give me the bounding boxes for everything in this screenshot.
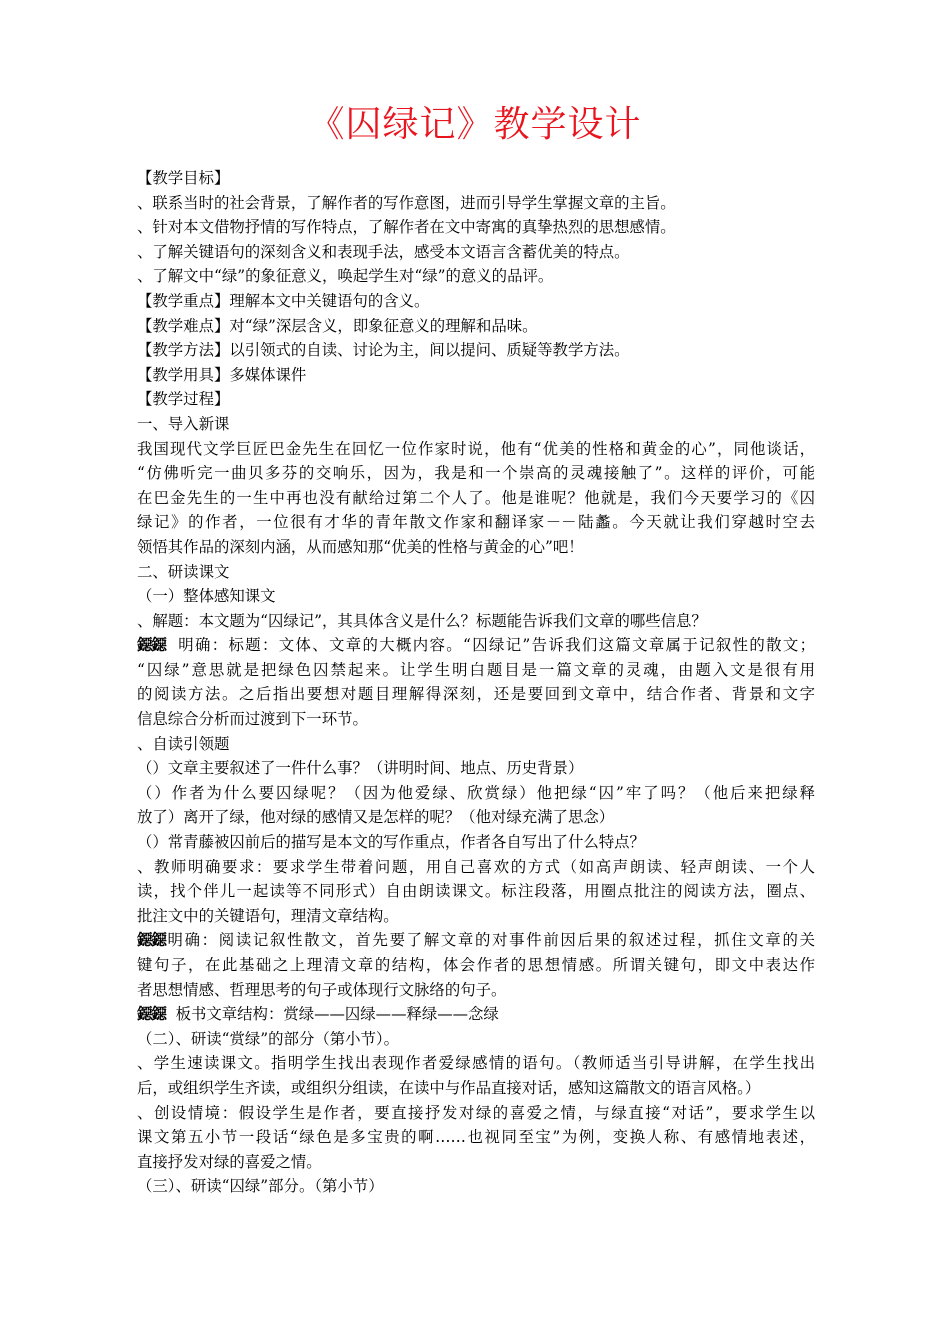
step-heading-study: 二、研读课文 — [137, 562, 230, 581]
objective-item: 、了解关键语句的深刻含义和表现手法，感受本文语言含蓄优美的特点。 — [137, 242, 630, 261]
method-line: 【教学方法】以引领式的自读、讨论为主，间以提问、质疑等教学方法。 — [137, 341, 630, 360]
question-line: 、解题：本文题为“囚绿记”，其具体含义是什么？标题能告诉我们文章的哪些信息？ — [137, 611, 707, 630]
paragraph-line: 、学生速读课文。指明学生找出表现作者爱绿感情的语句。（教师适当引导讲解，在学生找出 — [137, 1054, 815, 1073]
paragraph-line: 读，找个伴儿一起读等不同形式）自由朗读课文。标注段落，用圈点批注的阅读方法，圈点、 — [137, 882, 815, 901]
paragraph-line: 后，或组织学生齐读，或组织分组读，在读中与作品直接对话，感知这篇散文的语言风格。） — [137, 1078, 761, 1097]
paragraph-line: “囚绿”意思就是把绿色囚禁起来。让学生明白题目是一篇文章的灵魂，由题入文是很有用 — [137, 660, 815, 679]
paragraph-line — [137, 928, 815, 953]
step-heading-intro: 一、导入新课 — [137, 414, 230, 433]
question-line: （）常青藤被囚前后的描写是本文的写作重点，作者各自写出了什么特点？ — [137, 833, 645, 852]
subsection-heading: （一）整体感知课文 — [137, 587, 276, 606]
paragraph-line: 、教师明确要求：要求学生带着问题，用自己喜欢的方式（如高声朗读、轻声朗读、一个人 — [137, 857, 815, 876]
document-body — [137, 166, 815, 1199]
document-title: 《囚绿记》教学设计 — [308, 104, 642, 145]
paragraph-line: 的阅读方法。之后指出要想对题目理解得深刻，还是要回到文章中，结合作者、背景和文字 — [137, 685, 815, 704]
answer-text: 明确：阅读记叙性散文，首先要了解文章的对事件前因后果的叙述过程，抓住文章的关 — [165, 931, 815, 950]
garbled-mark: 鐚鐚 — [137, 636, 166, 655]
objective-item: 、针对本文借物抒情的写作特点，了解作者在文中寄寓的真挚热烈的思想感情。 — [137, 218, 676, 237]
scenario-paragraph — [137, 1101, 815, 1175]
paragraph-line: 放了）离开了绿，他对绿的感情又是怎样的呢？（他对绿充满了思念） — [137, 808, 615, 827]
question-paragraph — [137, 781, 815, 830]
section-heading-objectives: 【教学目标】 — [137, 169, 230, 187]
paragraph-line: （）作者为什么要囚绿呢？（因为他爱绿、欣赏绿）他把绿“囚”牢了吗？（他后来把绿释 — [137, 783, 815, 802]
paragraph-line: 、创设情境：假设学生是作者，要直接抒发对绿的喜爱之情，与绿直接“对话”，要求学生以 — [137, 1103, 815, 1122]
section-heading-process: 【教学过程】 — [137, 390, 230, 409]
answer-text: 明确：标题：文体、文章的大概内容。“囚绿记”告诉我们这篇文章属于记叙性的散文； — [178, 636, 815, 655]
paragraph-line — [137, 633, 815, 658]
fast-reading-paragraph — [137, 1051, 815, 1100]
objective-item: 、联系当时的社会背景，了解作者的写作意图，进而引导学生掌握文章的主旨。 — [137, 193, 676, 212]
teacher-requirement-paragraph — [137, 855, 815, 929]
paragraph-line: 信息综合分析而过渡到下一环节。 — [137, 710, 368, 729]
paragraph-line: 键句子，在此基础之上理清文章的结构，体会作者的思想情感。所谓关键句，即文中表达作 — [137, 956, 815, 974]
paragraph-line: 课文第五小节一段话“绿色是多宝贵的啊……也视同至宝”为例，变换人称、有感情地表述， — [137, 1128, 815, 1147]
paragraph-line: 者思想情感、哲理思考的句子或体现行文脉络的句子。 — [137, 980, 507, 999]
paragraph-line: 绿记》的作者，一位很有才华的青年散文作家和翻译家－－陆蠡。今天就让我们穿越时空去 — [137, 513, 815, 532]
garbled-mark: 鐚鐚 — [137, 931, 166, 950]
intro-paragraph — [137, 437, 815, 560]
paragraph-line: 直接抒发对绿的喜爱之情。 — [137, 1152, 322, 1171]
paragraph-line: 领悟其作品的深刻内涵，从而感知那“优美的性格与黄金的心”吧！ — [137, 537, 584, 556]
tools-line: 【教学用具】多媒体课件 — [137, 365, 307, 384]
garbled-mark: 鐚鐚 — [137, 1005, 166, 1024]
key-point-line: 【教学重点】理解本文中关键语句的含义。 — [137, 291, 430, 310]
answer-paragraph — [137, 633, 815, 731]
task-heading: 、自读引领题 — [137, 734, 230, 753]
paragraph-line: 我国现代文学巨匠巴金先生在回忆一位作家时说，他有“优美的性格和黄金的心”，同他谈话， — [137, 439, 815, 458]
question-line: （）文章主要叙述了一件什么事？（讲明时间、地点、历史背景） — [137, 759, 584, 778]
paragraph-line: 在巴金先生的一生中再也没有献给过第二个人了。他是谁呢？他就是，我们今天要学习的《囚 — [137, 488, 815, 507]
subsection-heading: （二）、研读“赏绿”的部分（第小节）。 — [137, 1029, 399, 1048]
paragraph-line: 批注文中的关键语句，理清文章结构。 — [137, 906, 399, 925]
difficulty-line: 【教学难点】对“绿”深层含义，即象征意义的理解和品味。 — [137, 316, 538, 335]
answer-paragraph — [137, 928, 815, 1002]
board-text: 板书文章结构：赏绿——囚绿——释绿——念绿 — [175, 1005, 499, 1024]
paragraph-line: “仿佛听完一曲贝多芬的交响乐，因为，我是和一个崇高的灵魂接触了”。这样的评价，可能 — [137, 464, 815, 483]
objective-item: 、了解文中“绿”的象征意义，唤起学生对“绿”的意义的品评。 — [137, 267, 554, 286]
subsection-heading: （三）、研读“囚绿”部分。（第小节） — [137, 1177, 384, 1196]
board-structure-line — [137, 1002, 815, 1027]
